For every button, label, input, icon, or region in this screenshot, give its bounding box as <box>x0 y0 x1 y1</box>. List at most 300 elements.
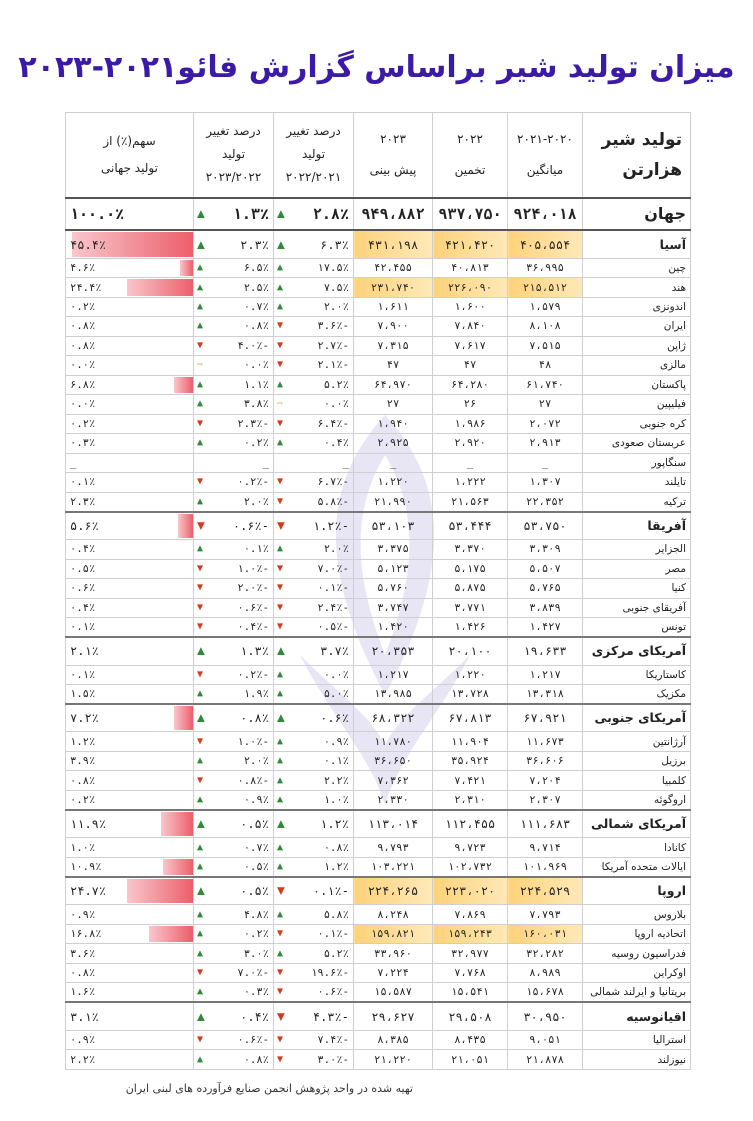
arrow-up-icon: ▲ <box>277 300 284 312</box>
share-value: ۱.۵٪ <box>70 688 96 701</box>
share-bar <box>178 514 193 538</box>
change-value: -۱۹.۶٪ <box>311 967 349 980</box>
change-2022-2023-cell <box>194 1002 274 1030</box>
estimate-value: ۱۵،۵۴۱ <box>433 983 508 1003</box>
estimate-value: ۷،۸۴۰ <box>433 317 508 336</box>
average-value: ۶۱،۷۴۰ <box>508 375 583 394</box>
change-2021-2022-cell <box>274 905 354 924</box>
table-row <box>66 944 691 963</box>
change-value: ۰.۴٪ <box>323 437 349 450</box>
change-value: -۵.۸٪ <box>317 495 349 508</box>
average-value: ۷،۵۱۵ <box>508 336 583 355</box>
forecast-value: ۳،۳۷۵ <box>354 540 433 559</box>
arrow-down-icon: ▼ <box>197 518 205 534</box>
header-change1-line1: درصد تغییر <box>286 124 341 139</box>
change-value: ۰.۶٪ <box>320 711 349 726</box>
forecast-value: ۸،۳۸۵ <box>354 1030 433 1049</box>
change-value: ۲.۸٪ <box>312 204 349 223</box>
table-row <box>66 258 691 277</box>
change-2022-2023-cell <box>194 453 274 472</box>
milk-production-table <box>65 112 691 1070</box>
change-value: ۲.۳٪ <box>240 237 269 252</box>
change-value: ۱.۲٪ <box>323 860 349 873</box>
forecast-value: ۱۱،۷۸۰ <box>354 732 433 751</box>
forecast-value: ۷،۹۰۰ <box>354 317 433 336</box>
change-2022-2023-cell <box>194 944 274 963</box>
country-name: فدراسیون روسیه <box>583 944 691 963</box>
arrow-up-icon: ▲ <box>277 643 285 659</box>
change-value: ۱.۰٪ <box>323 793 349 806</box>
arrow-up-icon: ▲ <box>277 735 284 747</box>
change-2021-2022-cell <box>274 473 354 492</box>
change-2022-2023-cell <box>194 790 274 810</box>
arrow-up-icon: ▲ <box>197 1009 205 1025</box>
world-share-cell <box>66 963 194 982</box>
table-row <box>66 297 691 316</box>
share-bar <box>127 879 193 903</box>
header-main-unit: هزارتن <box>622 159 682 180</box>
change-2022-2023-cell <box>194 751 274 770</box>
forecast-value: ۱،۴۲۰ <box>354 618 433 638</box>
world-share-cell <box>66 751 194 770</box>
arrow-down-icon: ▼ <box>277 476 284 488</box>
change-2021-2022-cell <box>274 395 354 414</box>
forecast-value: ۵۳،۱۰۳ <box>354 512 433 540</box>
header-share-line1: سهم(٪) از <box>103 133 156 148</box>
page-title: میزان تولید شیر براساس گزارش فائو۲۰۲۱-۲۰۲۳ <box>18 50 735 85</box>
change-value: -۲.۴٪ <box>317 601 349 614</box>
world-share-cell <box>66 336 194 355</box>
average-value: ۲،۳۰۷ <box>508 790 583 810</box>
change-2021-2022-cell <box>274 924 354 943</box>
arrow-down-icon: ▼ <box>277 928 284 940</box>
table-row <box>66 751 691 770</box>
estimate-value: ۲،۳۱۰ <box>433 790 508 810</box>
change-2021-2022-cell <box>274 1002 354 1030</box>
forecast-value: _ <box>354 453 433 472</box>
estimate-value: ۱۳،۷۲۸ <box>433 684 508 704</box>
arrow-down-icon: ▼ <box>197 774 204 786</box>
share-value: ۰.۸٪ <box>70 967 96 980</box>
world-share-cell <box>66 618 194 638</box>
average-value: ۱،۲۱۷ <box>508 665 583 684</box>
forecast-value: ۹،۷۹۳ <box>354 838 433 857</box>
world-share-cell <box>66 684 194 704</box>
change-value: _ <box>342 456 349 469</box>
change-value: -۰.۱٪ <box>312 884 349 899</box>
arrow-up-icon: ▲ <box>277 908 284 920</box>
forecast-value: ۱،۹۴۰ <box>354 414 433 433</box>
country-name: جهان <box>583 198 691 231</box>
change-value: ۰.۸٪ <box>243 1053 269 1066</box>
country-name: نیوزلند <box>583 1050 691 1070</box>
share-value: ۱۱.۹٪ <box>70 817 107 832</box>
world-share-cell <box>66 414 194 433</box>
table-row <box>66 983 691 1003</box>
share-value: ۰.۴٪ <box>70 543 96 556</box>
world-share-cell <box>66 810 194 838</box>
country-name: استرالیا <box>583 1030 691 1049</box>
arrow-down-icon: ▼ <box>277 495 284 507</box>
change-value: -۰.۵٪ <box>317 621 349 634</box>
arrow-down-icon: ▼ <box>277 986 284 998</box>
arrow-up-icon: ▲ <box>277 206 285 222</box>
table-row <box>66 559 691 578</box>
change-value: -۳.۰٪ <box>317 1053 349 1066</box>
average-value: ۴۸ <box>508 356 583 375</box>
change-2021-2022-cell <box>274 453 354 472</box>
country-name: آمریکای مرکزی <box>583 637 691 665</box>
estimate-value: ۷،۴۲۱ <box>433 771 508 790</box>
world-share-cell <box>66 924 194 943</box>
change-value: -۲.۱٪ <box>317 359 349 372</box>
arrow-up-icon: ▲ <box>277 755 284 767</box>
change-2021-2022-cell <box>274 540 354 559</box>
change-2021-2022-cell <box>274 732 354 751</box>
change-2021-2022-cell <box>274 230 354 258</box>
table-row <box>66 771 691 790</box>
change-2021-2022-cell <box>274 810 354 838</box>
estimate-value: ۶۷،۸۱۳ <box>433 704 508 732</box>
country-name: اوکراین <box>583 963 691 982</box>
header-average-label: میانگین <box>526 162 564 177</box>
milk-production-table-wrapper <box>65 112 690 1070</box>
header-change2-line3: ۲۰۲۳/۲۰۲۲ <box>205 170 262 185</box>
arrow-down-icon: ▼ <box>197 476 204 488</box>
share-bar <box>174 377 193 393</box>
table-row <box>66 963 691 982</box>
average-value: ۹،۰۵۱ <box>508 1030 583 1049</box>
average-value: ۷،۲۰۴ <box>508 771 583 790</box>
forecast-value: ۳،۷۴۷ <box>354 598 433 617</box>
world-share-cell <box>66 877 194 905</box>
change-value: ۰.۲٪ <box>243 928 269 941</box>
country-name: اروپا <box>583 877 691 905</box>
change-2021-2022-cell <box>274 790 354 810</box>
share-value: ۵.۶٪ <box>70 518 99 533</box>
world-share-cell <box>66 230 194 258</box>
region-row <box>66 810 691 838</box>
arrow-up-icon: ▲ <box>197 281 204 293</box>
change-value: ۵.۲٪ <box>323 378 349 391</box>
change-2021-2022-cell <box>274 375 354 394</box>
header-forecast <box>354 113 433 198</box>
arrow-up-icon: ▲ <box>277 793 284 805</box>
arrow-up-icon: ▲ <box>277 543 284 555</box>
arrow-up-icon: ▲ <box>197 398 204 410</box>
change-value: -۰.۶٪ <box>317 986 349 999</box>
world-share-cell <box>66 1002 194 1030</box>
arrow-down-icon: ▼ <box>277 582 284 594</box>
change-2022-2023-cell <box>194 704 274 732</box>
estimate-value: ۸،۴۳۵ <box>433 1030 508 1049</box>
table-row <box>66 473 691 492</box>
arrow-up-icon: ▲ <box>277 774 284 786</box>
forecast-value: ۴۲،۴۵۵ <box>354 258 433 277</box>
change-value: -۰.۲٪ <box>237 476 269 489</box>
arrow-up-icon: ▲ <box>277 947 284 959</box>
change-value: ۰.۹٪ <box>243 793 269 806</box>
change-2021-2022-cell <box>274 356 354 375</box>
arrow-down-icon: ▼ <box>277 359 284 371</box>
arrow-down-icon: ▼ <box>197 601 204 613</box>
share-value: ۲۴.۴٪ <box>70 281 102 294</box>
header-share-line2: تولید جهانی <box>101 160 158 175</box>
estimate-value: ۲۶ <box>433 395 508 414</box>
share-value: ۶.۸٪ <box>70 378 96 391</box>
share-value: ۴.۶٪ <box>70 262 96 275</box>
estimate-value: ۹،۷۲۳ <box>433 838 508 857</box>
world-share-cell <box>66 637 194 665</box>
change-2022-2023-cell <box>194 540 274 559</box>
change-value: -۰.۴٪ <box>237 621 269 634</box>
header-change-2021-2022 <box>274 113 354 198</box>
table-row <box>66 790 691 810</box>
estimate-value: ۳،۷۷۱ <box>433 598 508 617</box>
average-value: ۳۲،۲۸۲ <box>508 944 583 963</box>
change-2021-2022-cell <box>274 618 354 638</box>
share-value: ۱۰۰.۰٪ <box>70 204 125 223</box>
forecast-value: ۲،۳۳۰ <box>354 790 433 810</box>
world-share-cell <box>66 598 194 617</box>
forecast-value: ۲۳۱،۷۴۰ <box>354 278 433 297</box>
average-value: ۲،۰۷۲ <box>508 414 583 433</box>
estimate-value: ۱،۲۲۰ <box>433 665 508 684</box>
change-2021-2022-cell <box>274 637 354 665</box>
estimate-value: ۲۱،۵۶۳ <box>433 492 508 512</box>
header-estimate-year: ۲۰۲۲ <box>457 131 483 146</box>
country-name: آمریکای جنوبی <box>583 704 691 732</box>
forecast-value: ۳۶،۶۵۰ <box>354 751 433 770</box>
change-2021-2022-cell <box>274 665 354 684</box>
world-share-cell <box>66 278 194 297</box>
table-row <box>66 453 691 472</box>
change-value: ۳.۸٪ <box>243 398 269 411</box>
share-value: ۰.۳٪ <box>70 437 96 450</box>
world-share-cell <box>66 492 194 512</box>
estimate-value: ۱۱،۹۰۴ <box>433 732 508 751</box>
arrow-up-icon: ▲ <box>277 688 284 700</box>
arrow-down-icon: ▼ <box>277 601 284 613</box>
change-2022-2023-cell <box>194 258 274 277</box>
change-2021-2022-cell <box>274 414 354 433</box>
country-name: کانادا <box>583 838 691 857</box>
forecast-value: ۹۴۹،۸۸۲ <box>354 198 433 231</box>
average-value: ۲۱۵،۵۱۲ <box>508 278 583 297</box>
header-milk-production <box>583 113 691 198</box>
header-estimate <box>433 113 508 198</box>
change-2022-2023-cell <box>194 414 274 433</box>
estimate-value: ۲۰،۱۰۰ <box>433 637 508 665</box>
country-name: اقیانوسیه <box>583 1002 691 1030</box>
share-value: ۴۵.۴٪ <box>70 237 107 252</box>
change-2021-2022-cell <box>274 963 354 982</box>
region-row <box>66 230 691 258</box>
table-row <box>66 414 691 433</box>
world-share-cell <box>66 395 194 414</box>
arrow-down-icon: ▼ <box>277 562 284 574</box>
average-value: ۱۱،۶۷۳ <box>508 732 583 751</box>
average-value: ۲۲،۳۵۲ <box>508 492 583 512</box>
estimate-value: ۳۲،۹۷۷ <box>433 944 508 963</box>
change-value: ۲.۵٪ <box>243 281 269 294</box>
forecast-value: ۴۷ <box>354 356 433 375</box>
change-value: ۱.۹٪ <box>243 688 269 701</box>
change-2022-2023-cell <box>194 278 274 297</box>
arrow-up-icon: ▲ <box>277 841 284 853</box>
arrow-up-icon: ▲ <box>197 841 204 853</box>
country-name: تایلند <box>583 473 691 492</box>
forecast-value: ۲۹،۶۲۷ <box>354 1002 433 1030</box>
share-bar <box>149 926 193 942</box>
forecast-value: ۱،۶۱۱ <box>354 297 433 316</box>
arrow-down-icon: ▼ <box>197 562 204 574</box>
change-2022-2023-cell <box>194 473 274 492</box>
world-share-cell <box>66 838 194 857</box>
share-value: ۲.۱٪ <box>70 644 99 659</box>
change-2021-2022-cell <box>274 857 354 877</box>
change-2022-2023-cell <box>194 336 274 355</box>
country-name: کنیا <box>583 579 691 598</box>
arrow-up-icon: ▲ <box>197 688 204 700</box>
header-change2-line1: درصد تغییر <box>206 124 261 139</box>
estimate-value: ۵،۸۷۵ <box>433 579 508 598</box>
forecast-value: ۱،۲۱۷ <box>354 665 433 684</box>
change-value: -۷.۰٪ <box>317 562 349 575</box>
share-value: ۰.۱٪ <box>70 476 96 489</box>
table-header-row <box>66 113 691 198</box>
country-name: اروگوئه <box>583 790 691 810</box>
world-total-row <box>66 198 691 231</box>
change-2022-2023-cell <box>194 1030 274 1049</box>
share-value: ۲۴.۷٪ <box>70 884 107 899</box>
share-bar <box>174 706 193 730</box>
country-name: آسیا <box>583 230 691 258</box>
forecast-value: ۱۵،۵۸۷ <box>354 983 433 1003</box>
change-2022-2023-cell <box>194 434 274 453</box>
change-value: -۲.۰٪ <box>237 582 269 595</box>
arrow-down-icon: ▼ <box>277 1009 285 1025</box>
change-value: ۰.۸٪ <box>243 320 269 333</box>
change-2021-2022-cell <box>274 751 354 770</box>
change-value: -۲.۳٪ <box>237 417 269 430</box>
estimate-value: ۱۰۲،۷۳۲ <box>433 857 508 877</box>
share-bar <box>161 812 193 836</box>
change-value: ۰.۵٪ <box>243 860 269 873</box>
share-value: ۱۰.۹٪ <box>70 860 102 873</box>
average-value: ۲۷ <box>508 395 583 414</box>
estimate-value: _ <box>433 453 508 472</box>
estimate-value: ۵۳،۴۴۴ <box>433 512 508 540</box>
change-2022-2023-cell <box>194 598 274 617</box>
country-name: ایالات متحده آمریکا <box>583 857 691 877</box>
table-row <box>66 618 691 638</box>
world-share-cell <box>66 512 194 540</box>
average-value: ۱۰۱،۹۶۹ <box>508 857 583 877</box>
change-value: ۰.۰٪ <box>323 398 349 411</box>
region-row <box>66 1002 691 1030</box>
header-estimate-label: تخمین <box>454 162 486 177</box>
world-share-cell <box>66 559 194 578</box>
world-share-cell <box>66 579 194 598</box>
table-row <box>66 540 691 559</box>
share-value: ۰.۱٪ <box>70 621 96 634</box>
change-2022-2023-cell <box>194 297 274 316</box>
estimate-value: ۱،۹۸۶ <box>433 414 508 433</box>
change-value: ۰.۰٪ <box>323 668 349 681</box>
header-main-title: تولید شیر <box>601 129 682 150</box>
world-share-cell <box>66 540 194 559</box>
average-value: ۲۲۴،۵۲۹ <box>508 877 583 905</box>
arrow-down-icon: ▼ <box>197 582 204 594</box>
arrow-down-icon: ▼ <box>277 518 285 534</box>
change-2022-2023-cell <box>194 963 274 982</box>
country-name: فیلیپین <box>583 395 691 414</box>
change-2021-2022-cell <box>274 704 354 732</box>
average-value: ۸،۱۰۸ <box>508 317 583 336</box>
share-value: ۰.۸٪ <box>70 774 96 787</box>
change-value: ۰.۸٪ <box>240 711 269 726</box>
estimate-value: ۱۵۹،۲۴۳ <box>433 924 508 943</box>
world-share-cell <box>66 375 194 394</box>
world-share-cell <box>66 944 194 963</box>
country-name: کاستاریکا <box>583 665 691 684</box>
arrow-up-icon: ▲ <box>197 755 204 767</box>
arrow-up-icon: ▲ <box>277 281 284 293</box>
change-2021-2022-cell <box>274 1030 354 1049</box>
change-2022-2023-cell <box>194 637 274 665</box>
change-value: -۷.۴٪ <box>317 1034 349 1047</box>
arrow-up-icon: ▲ <box>197 908 204 920</box>
estimate-value: ۲،۹۲۰ <box>433 434 508 453</box>
estimate-value: ۷،۷۶۸ <box>433 963 508 982</box>
footnote: تهیه شده در واحد پژوهش انجمن صنایع فرآورده های لبنی ایران <box>125 1082 413 1095</box>
change-value: ۶.۳٪ <box>320 237 349 252</box>
forecast-value: ۶۸،۳۲۲ <box>354 704 433 732</box>
estimate-value: ۲۱،۰۵۱ <box>433 1050 508 1070</box>
change-2022-2023-cell <box>194 512 274 540</box>
change-value: ۰.۱٪ <box>323 755 349 768</box>
estimate-value: ۷،۶۱۷ <box>433 336 508 355</box>
change-2022-2023-cell <box>194 857 274 877</box>
change-2021-2022-cell <box>274 198 354 231</box>
country-name: ژاپن <box>583 336 691 355</box>
arrow-down-icon: ▼ <box>197 339 204 351</box>
change-value: ۰.۱٪ <box>243 543 269 556</box>
change-2021-2022-cell <box>274 297 354 316</box>
region-row <box>66 704 691 732</box>
world-share-cell <box>66 771 194 790</box>
change-2021-2022-cell <box>274 258 354 277</box>
change-2021-2022-cell <box>274 317 354 336</box>
change-2022-2023-cell <box>194 684 274 704</box>
arrow-up-icon: ▲ <box>197 437 204 449</box>
arrow-down-icon: ▼ <box>197 668 204 680</box>
arrow-up-icon: ▲ <box>197 928 204 940</box>
change-2021-2022-cell <box>274 434 354 453</box>
table-row <box>66 278 691 297</box>
table-row <box>66 434 691 453</box>
estimate-value: ۶۴،۲۸۰ <box>433 375 508 394</box>
estimate-value: ۱۱۲،۴۵۵ <box>433 810 508 838</box>
arrow-up-icon: ▲ <box>277 262 284 274</box>
change-2021-2022-cell <box>274 579 354 598</box>
forecast-value: ۱۰۳،۲۲۱ <box>354 857 433 877</box>
change-value: ۲.۰٪ <box>323 543 349 556</box>
arrow-up-icon: ▲ <box>197 262 204 274</box>
world-share-cell <box>66 1030 194 1049</box>
arrow-up-icon: ▲ <box>277 378 284 390</box>
